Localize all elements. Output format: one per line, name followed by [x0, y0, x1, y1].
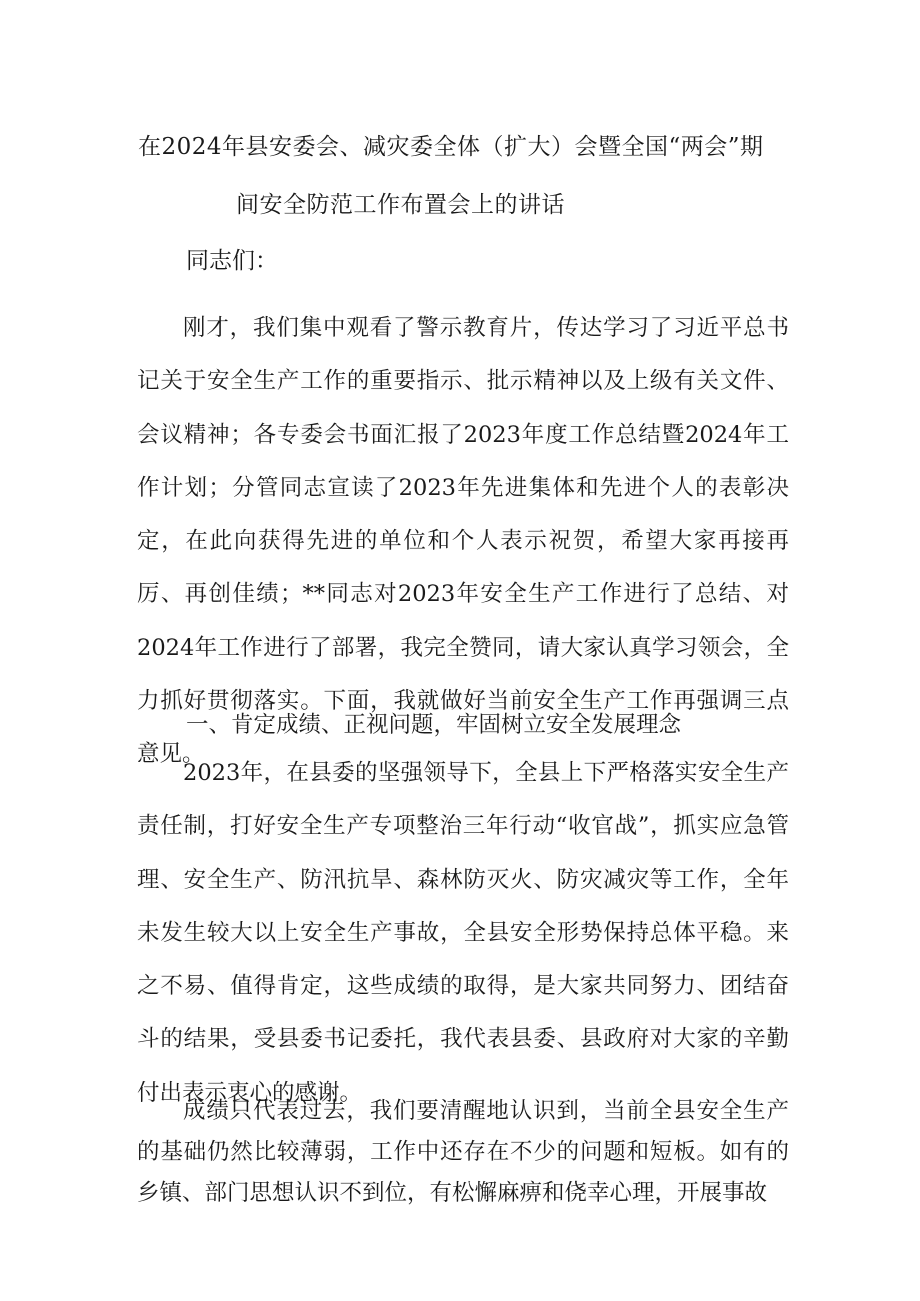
section-heading-1: 一、肯定成绩、正视问题，牢固树立安全发展理念 [186, 712, 682, 738]
title-line-1: 在2024年县安委会、减灾委全体（扩大）会暨全国“两会”期 [138, 134, 764, 160]
paragraph-opening: 刚才，我们集中观看了警示教育片，传达学习了习近平总书记关于安全生产工作的重要指示、批示精神以及上级有关文件、会议精神；各专委会书面汇报了2023年度工作总结暨2024年工作计划；分管同志宣读了2023年先进集体和先进个人的表彰决定，在此向获得先进的单位和个人表示祝贺，希望大家再接再厉、再创佳绩；**同志对2023年安全生产工作进行了总结、对2024年工作进行了部署，我完全赞同，请大家认真学习领会，全力抓好贯彻落实。下面，我就做好当前安全生产工作再强调三点意见。 [137, 315, 789, 768]
paragraph-problems: 成绩只代表过去，我们要清醒地认识到，当前全县安全生产的基础仍然比较薄弱，工作中还存在不少的问题和短板。如有的乡镇、部门思想认识不到位，有松懈麻痹和侥幸心理，开展事故 [137, 1098, 789, 1206]
title-line-2: 间安全防范工作布置会上的讲话 [236, 192, 565, 218]
salutation: 同志们： [186, 248, 278, 274]
paragraph-achievements: 2023年，在县委的坚强领导下，全县上下严格落实安全生产责任制，打好安全生产专项整治三年行动“收官战”，抓实应急管理、安全生产、防汛抗旱、森林防灭火、防灾减灾等工作，全年未发生较大以上安全生产事故，全县安全形势保持总体平稳。来之不易、值得肯定，这些成绩的取得，是大家共同努力、团结奋斗的结果，受县委书记委托，我代表县委、县政府对大家的辛勤付出表示衷心的感谢。 [137, 760, 789, 1106]
